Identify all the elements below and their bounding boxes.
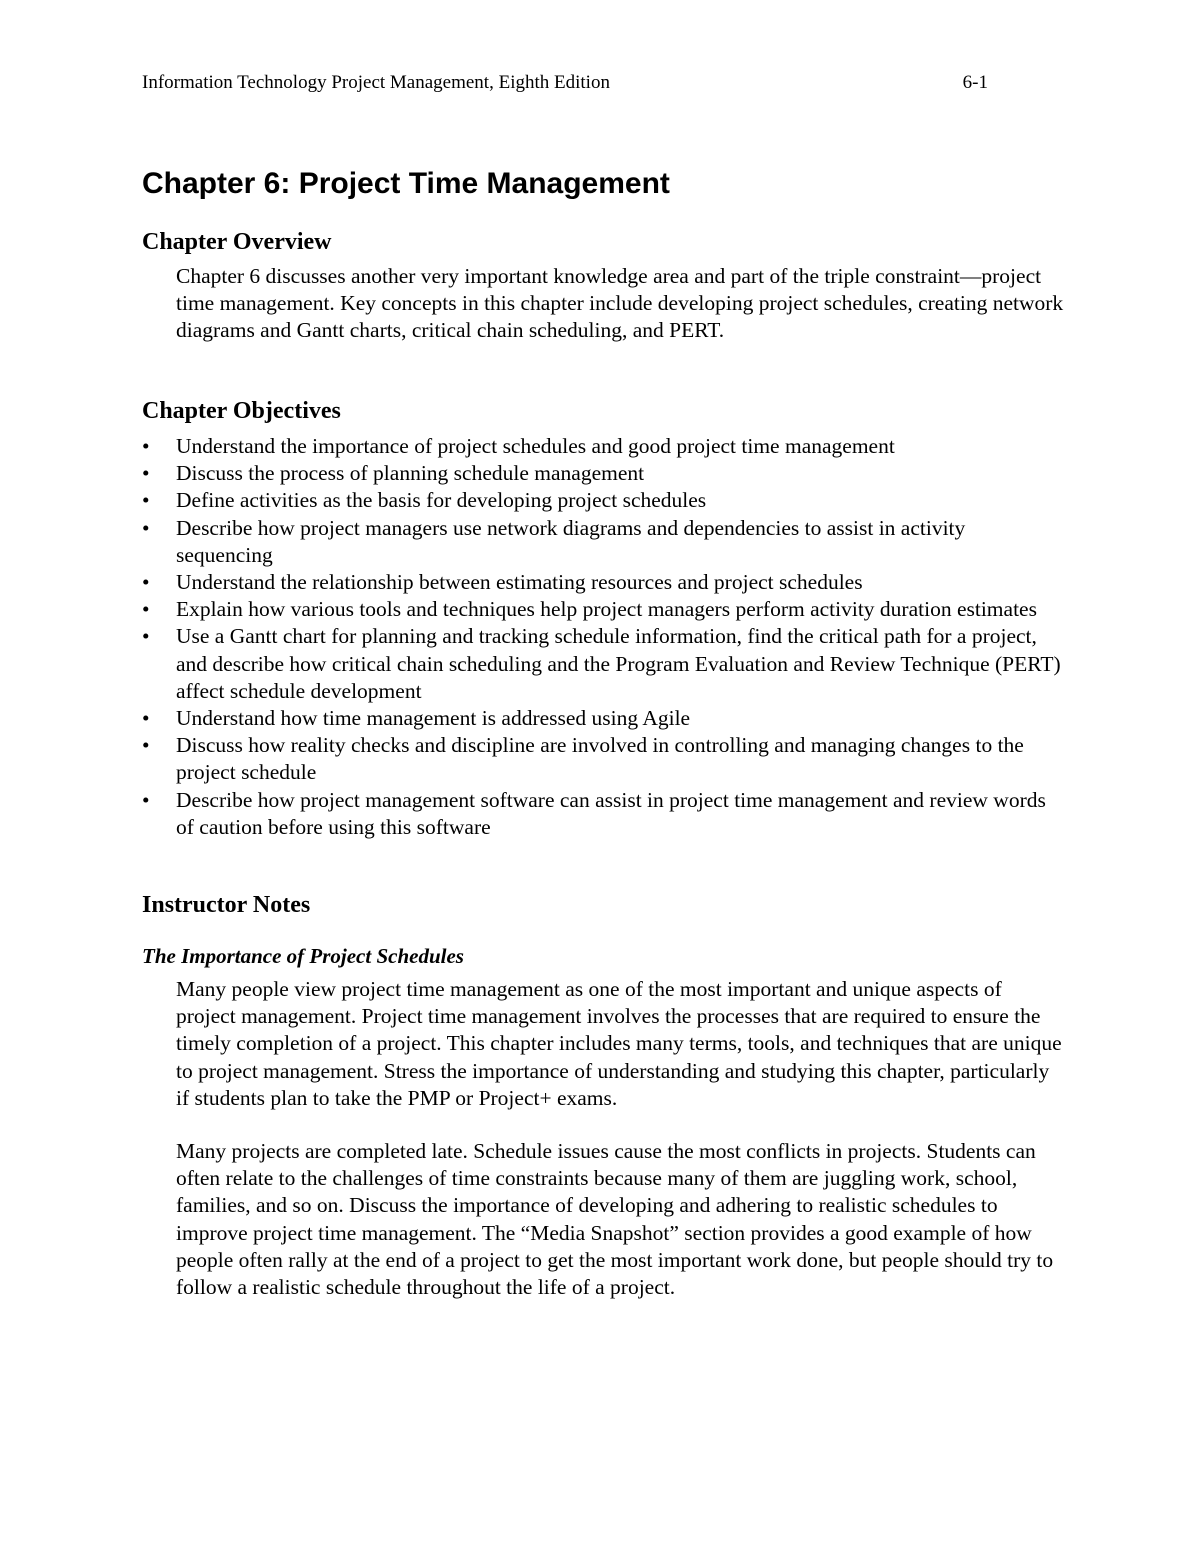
instructor-notes-heading: Instructor Notes [142,892,311,918]
list-item [142,487,1066,514]
notes-paragraph-1: Many people view project time management as one of the most important and unique aspects of project management. Project time management involves the processes that are required to ensure the timely completion of a project. This chapter includes many terms, tools, and techniques that are unique to project management. Stress the importance of understanding and studying this chapter, particularly if students plan to take the PMP or Project+ exams. [176,977,1062,1110]
objective-text: Use a Gantt chart for planning and tracking schedule information, find the critical path for a project, and describe how critical chain scheduling and the Program Evaluation and Review Technique (PERT) affect schedule development [176,624,1061,703]
bullet: • [142,624,150,649]
overview-heading: Chapter Overview [142,229,332,255]
bullet: • [142,461,150,486]
bullet: • [142,706,150,731]
objectives-heading: Chapter Objectives [142,398,341,424]
bullet: • [142,488,150,513]
objective-text: Explain how various tools and techniques help project managers perform activity duration estimates [176,597,1037,622]
list-item [142,623,1066,705]
list-item [142,705,1066,732]
bullet: • [142,515,150,540]
bullet: • [142,434,150,458]
list-item [142,515,1066,569]
objective-text: Define activities as the basis for developing project schedules [176,488,707,513]
list-item [142,433,1066,460]
objective-text: Understand how time management is addressed using Agile [176,706,691,731]
objective-text: Discuss the process of planning schedule management [176,461,645,486]
bullet: • [142,787,150,812]
objective-text: Understand the relationship between estimating resources and project schedules [176,570,863,595]
list-item [142,596,1066,623]
list-item [142,787,1066,841]
objective-text: Describe how project managers use network diagrams and dependencies to assist in activity sequencing [176,515,966,567]
notes-paragraph-2: Many projects are completed late. Schedule issues cause the most conflicts in projects. Students can often relate to the challenges of time constraints because many of them are juggling work, school, families, and so on. Discuss the importance of developing and adhering to realistic schedules to improve project time management. The “Media Snapshot” section provides a good example of how people often rally at the end of a project to get the most important work done, but people should try to follow a realistic schedule throughout the life of a project. [176,1139,1054,1300]
book-title: Information Technology Project Management, Eighth Edition [142,72,610,93]
overview-text: Chapter 6 discusses another very important knowledge area and part of the triple constraint—project time management. Key concepts in this chapter include developing project schedules, creating network diagrams and Gantt charts, critical chain scheduling, and PERT. [176,264,1064,343]
bullet: • [142,733,150,758]
objective-text: Discuss how reality checks and discipline are involved in controlling and managing changes to the project schedule [176,733,1024,785]
list-item [142,732,1066,786]
objectives-list [142,433,1066,841]
objective-text: Understand the importance of project schedules and good project time management [176,434,895,458]
page-number: 6-1 [962,72,988,93]
bullet: • [142,570,150,595]
list-item [142,569,1066,596]
chapter-title: Chapter 6: Project Time Management [142,167,670,200]
list-item [142,460,1066,487]
importance-subheading: The Importance of Project Schedules [142,944,464,968]
bullet: • [142,597,150,622]
objective-text: Describe how project management software can assist in project time management and review words of caution before using this software [176,787,1046,839]
